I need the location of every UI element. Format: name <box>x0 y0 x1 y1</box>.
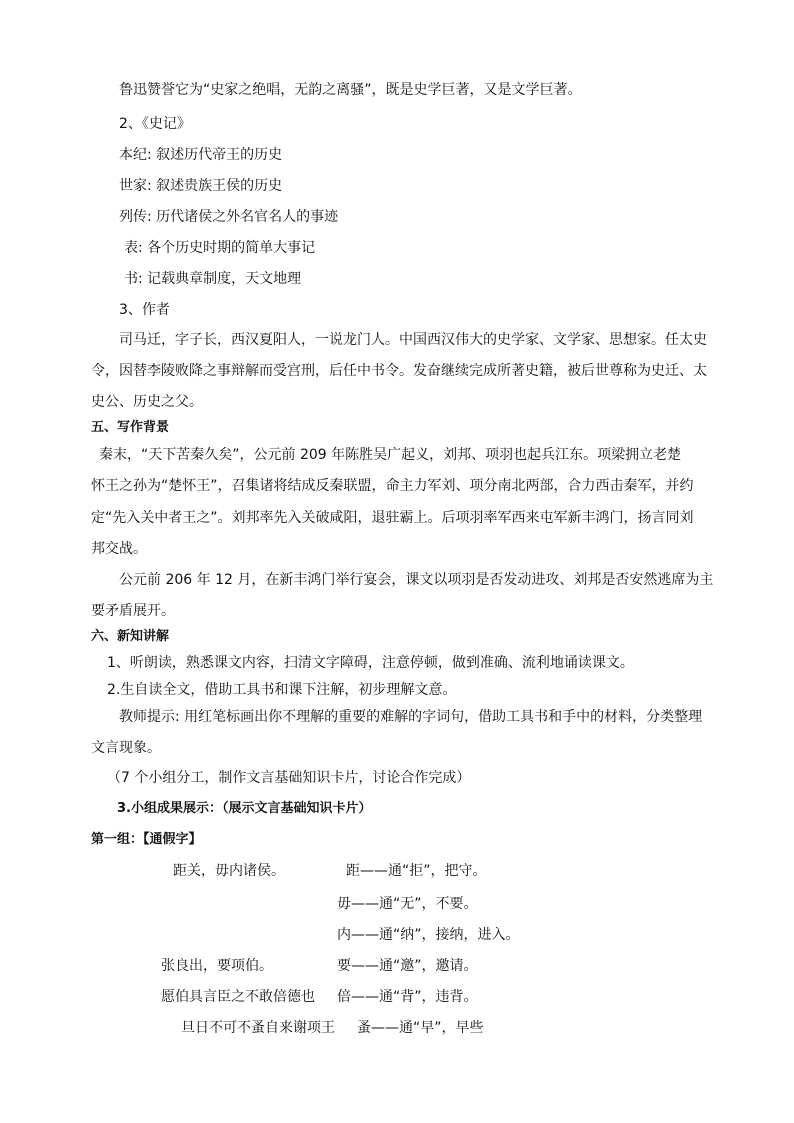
step-2: 2.生自读全文，借助工具书和课下注解，初步理解文意。 <box>107 682 457 698</box>
example-3-note: 倍——通“背”，违背。 <box>337 989 478 1005</box>
section-6-heading: 六、新知讲解 <box>91 629 170 644</box>
banquet-line-1: 公元前 206 年 12 月，在新丰鸿门举行宴会，课文以项羽是否发动进攻、刘邦是否安然逃席为主 <box>119 572 714 588</box>
liezhuan-line: 列传: 历代诸侯之外名官名人的事迹 <box>119 209 339 225</box>
group-1-title: 第一组：【通假字】 <box>91 832 202 847</box>
banquet-line-2: 要矛盾展开。 <box>91 603 175 619</box>
example-1-note-1: 距——通“拒”，把守。 <box>346 863 487 879</box>
benji-line: 本纪: 叙述历代帝王的历史 <box>119 147 283 163</box>
example-1-note-2: 毋——通“无”，不要。 <box>337 896 478 912</box>
example-2-note: 要——通“邀”，邀请。 <box>337 958 478 974</box>
shu-line: 书: 记载典章制度，天文地理 <box>124 271 302 287</box>
example-2-sentence: 张良出，要项伯。 <box>161 958 273 974</box>
group-note: （7 个小组分工，制作文言基础知识卡片，讨论合作完成） <box>107 770 471 786</box>
section-3-title: 3、作者 <box>119 302 170 318</box>
example-1-note-3: 内——通“纳”，接纳，进入。 <box>337 927 520 943</box>
teacher-tip-line-1: 教师提示: 用红笔标画出你不理解的重要的难解的字词句，借助工具书和手中的材料，分类整理 <box>119 709 703 725</box>
shijia-line: 世家: 叙述贵族王侯的历史 <box>119 178 283 194</box>
author-paragraph-line-1: 司马迁，字子长，西汉夏阳人，一说龙门人。中国西汉伟大的史学家、文学家、思想家。任太史 <box>119 332 707 348</box>
section-2-title: 2、《史记》 <box>119 116 191 132</box>
step-1: 1、听朗读，熟悉课文内容，扫清文字障碍，注意停顿，做到准确、流利地诵读课文。 <box>107 655 634 671</box>
background-line-1: 秦末，“天下苦秦久矣”，公元前 209 年陈胜吴广起义，刘邦、项羽也起兵江东。项梁拥立老楚 <box>99 447 682 463</box>
luxun-praise: 鲁迅赞誉它为“史家之绝唱，无韵之离骚”，既是史学巨著，又是文学巨著。 <box>119 82 582 98</box>
example-4-note: 蚤——通“早”，早些 <box>357 1020 484 1036</box>
background-line-4: 邦交战。 <box>91 541 147 557</box>
background-line-3: 定“先入关中者王之”。刘邦率先入关破咸阳，退驻霸上。后项羽率军西来屯军新丰鸿门，扬言同刘 <box>91 510 694 526</box>
example-1-sentence: 距关，毋内诸侯。 <box>173 863 285 879</box>
section-5-heading: 五、写作背景 <box>91 420 170 435</box>
author-paragraph-line-2: 令，因替李陵败降之事辩解而受宫刑，后任中书令。发奋继续完成所著史籍，被后世尊称为史迁、太 <box>91 363 707 379</box>
example-4-sentence: 旦日不可不蚤自来谢项王 <box>181 1020 335 1036</box>
teacher-tip-line-2: 文言现象。 <box>91 740 161 756</box>
background-line-2: 怀王之孙为“楚怀王”，召集诸将结成反秦联盟，命主力军刘、项分南北两部，合力西击秦军，并约 <box>91 478 694 494</box>
author-paragraph-line-3: 史公、历史之父。 <box>91 394 203 410</box>
example-3-sentence: 愿伯具言臣之不敢倍德也 <box>161 989 315 1005</box>
biao-line: 表: 各个历史时期的简单大事记 <box>124 240 316 256</box>
step-3: 3.小组成果展示：（展示文言基础知识卡片） <box>117 801 372 816</box>
